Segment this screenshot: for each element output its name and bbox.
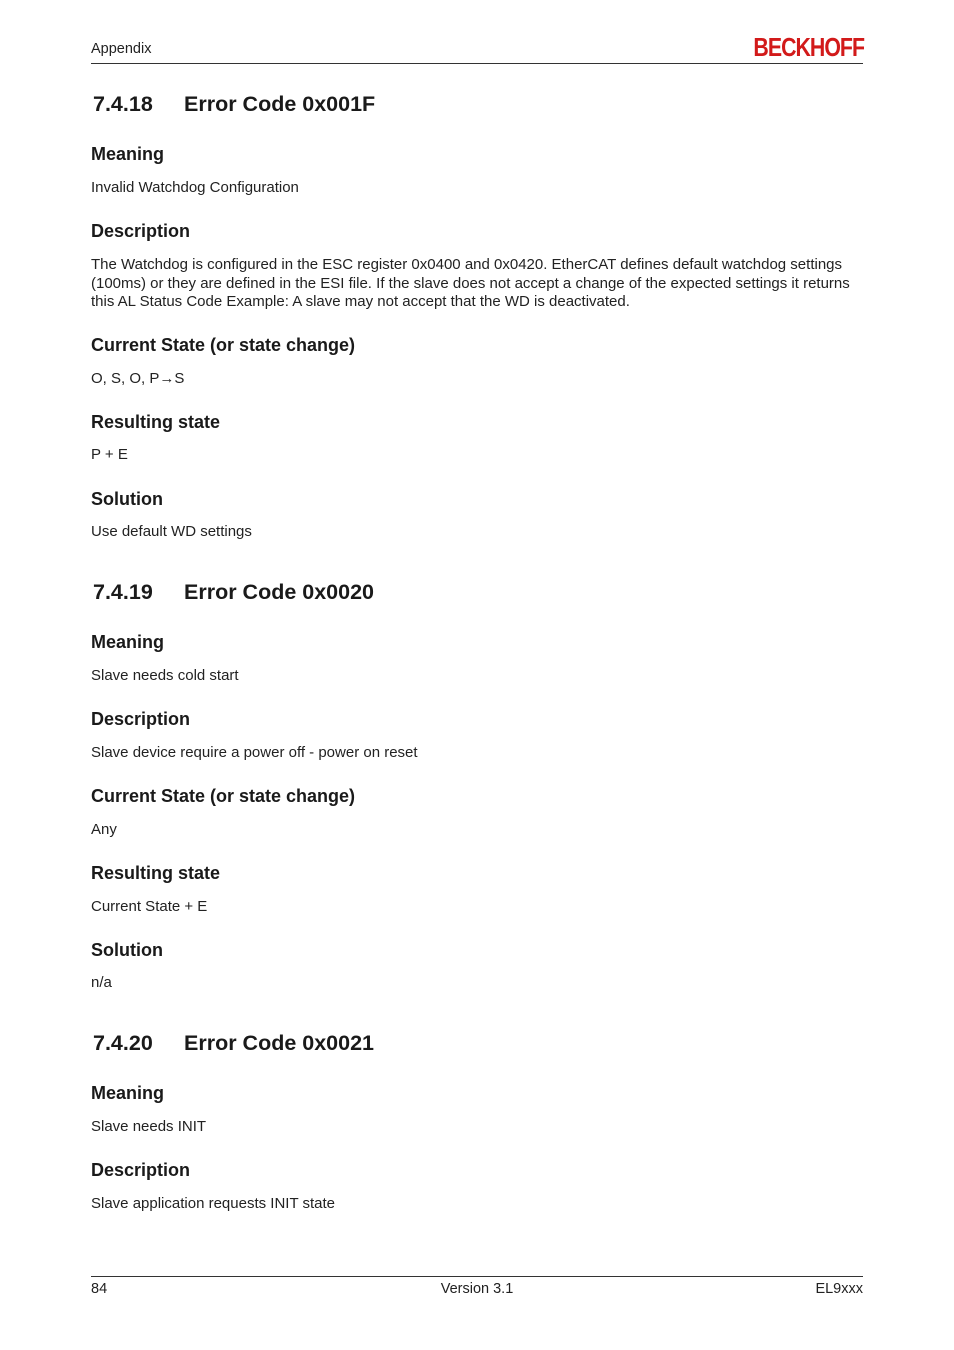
section-heading-7-4-20 xyxy=(93,1031,374,1056)
resulting-state-text: P + E xyxy=(91,446,128,463)
header-rule xyxy=(91,63,863,64)
section-heading-7-4-18 xyxy=(93,92,375,117)
description-heading: Description xyxy=(91,221,191,241)
section-title-text: Error Code 0x0020 xyxy=(184,580,375,604)
current-state-heading: Current State (or state change) xyxy=(91,335,356,355)
section-heading-7-4-19 xyxy=(93,580,374,605)
description-text: Slave device require a power off - power on reset xyxy=(91,744,418,761)
section-title-text: Error Code 0x001F xyxy=(184,92,376,116)
section-title-text: Error Code 0x0021 xyxy=(184,1031,375,1055)
solution-heading: Solution xyxy=(91,489,163,509)
running-header-section: Appendix xyxy=(91,41,152,57)
beckhoff-logo: BECKHOFF xyxy=(753,32,864,62)
solution-heading: Solution xyxy=(91,940,163,960)
current-state-heading: Current State (or state change) xyxy=(91,786,356,806)
footer-rule xyxy=(91,1276,863,1277)
resulting-state-text: Current State + E xyxy=(91,898,208,915)
meaning-text: Slave needs cold start xyxy=(91,667,239,684)
description-heading: Description xyxy=(91,709,191,729)
document-version: Version 3.1 xyxy=(440,1281,514,1297)
solution-text: Use default WD settings xyxy=(91,523,252,540)
description-heading: Description xyxy=(91,1160,191,1180)
meaning-heading: Meaning xyxy=(91,144,165,164)
meaning-text: Invalid Watchdog Configuration xyxy=(91,179,299,196)
meaning-text: Slave needs INIT xyxy=(91,1118,207,1135)
section-number: 7.4.18 xyxy=(93,92,153,116)
current-state-text: Any xyxy=(91,821,117,838)
meaning-heading: Meaning xyxy=(91,1083,165,1103)
page-number: 84 xyxy=(91,1281,108,1297)
section-number: 7.4.20 xyxy=(93,1031,153,1055)
description-text: The Watchdog is configured in the ESC register 0x0400 and 0x0420. EtherCAT defines default watchdog settings (100ms) or they are defined in the ESI file. If the slave does not accept a change of the expected settings it returns this AL Status Code Example: A slave may not accept that the WD is deactivated. xyxy=(91,256,850,310)
section-number: 7.4.19 xyxy=(93,580,153,604)
solution-text: n/a xyxy=(91,974,112,991)
product-name: EL9xxx xyxy=(815,1281,863,1297)
current-state-text: O, S, O, P→S xyxy=(91,370,185,387)
resulting-state-heading: Resulting state xyxy=(91,412,221,432)
meaning-heading: Meaning xyxy=(91,632,165,652)
description-text: Slave application requests INIT state xyxy=(91,1195,336,1212)
resulting-state-heading: Resulting state xyxy=(91,863,221,883)
